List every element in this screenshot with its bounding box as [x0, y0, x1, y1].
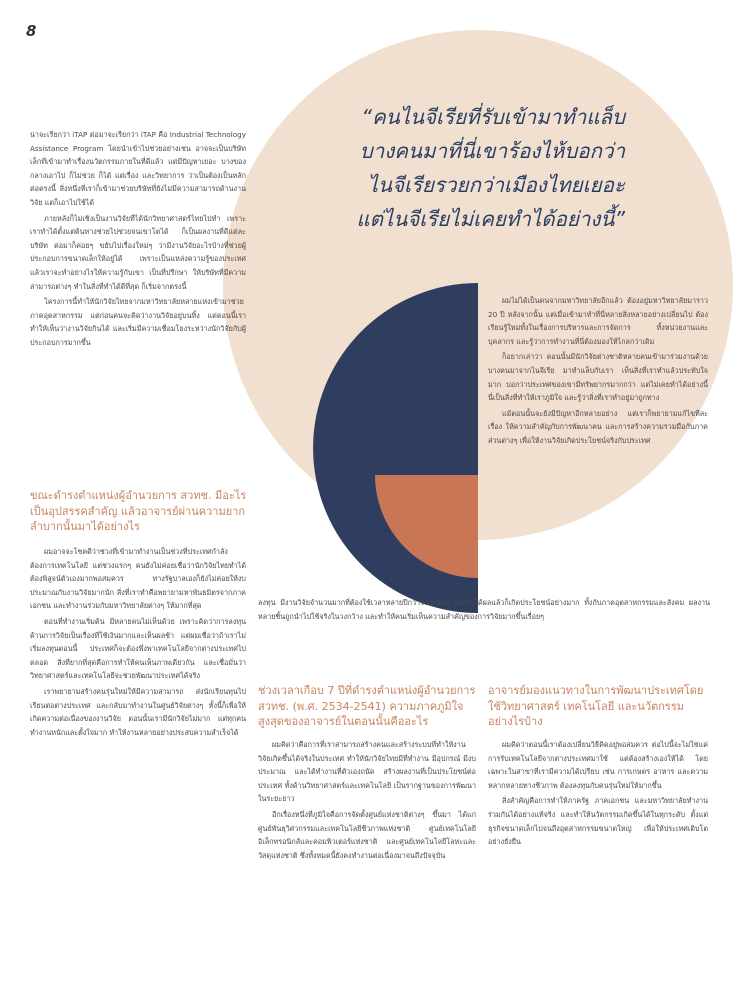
left-column-2	[30, 545, 246, 741]
paragraph: ก็อยากเล่าว่า ตอนนั้นมีนักวิจัยต่างชาติหลายคนเข้ามาร่วมงานด้วย บางคนมาจากไนจีเรีย มาทำแล็บกับเรา เห็นสิ่งที่เราทำแล้วประทับใจมาก บอกว่าประเทศของเขามีทรัพยากรมากกว่า แต่ไม่เคยทำได้อย่างนี้ นี่เป็นสิ่งที่ทำให้เราภูมิใจ และรู้ว่าสิ่งที่เราทำอยู่มาถูกทาง	[488, 352, 708, 403]
left-column	[30, 128, 246, 352]
quote-line: “คนไนจีเรียที่รับเข้ามาทำแล็บ	[361, 105, 625, 129]
middle-column-2	[258, 738, 476, 864]
right-column-2	[488, 738, 708, 851]
paragraph: ลงทุน มีงานวิจัยจำนวนมากที่ต้องใช้เวลาหลายปีกว่าจะเห็นผล แต่เมื่อได้ผลแล้วก็เกิดประโยชน์อย่างมาก ทั้งกับภาคอุตสาหกรรมและสังคม ผลงานหลายชิ้นถูกนำไปใช้จริงในวงกว้าง และทำให้คนเริ่มเห็นความสำคัญของการวิจัยมากขึ้นเรื่อยๆ	[258, 598, 710, 621]
paragraph: แม้ตอนนั้นจะยังมีปัญหาอีกหลายอย่าง แต่เราก็พยายามแก้ไขทีละเรื่อง ให้ความสำคัญกับการพัฒนาคน และการสร้างความร่วมมือกับภาคส่วนต่างๆ เพื่อให้งานวิจัยเกิดประโยชน์จริงกับประเทศ	[488, 408, 708, 445]
paragraph: น่าจะเรียกว่า iTAP ต่อมาจะเรียกว่า iTAP คือ Industrial Technology Assistance Program โดยนำเข้าไปช่วยอย่างเช่น อาจจะเป็นบริษัทเล็กที่เข้ามาทำเรื่องนวัตกรรมภายในที่ดีแล้ว แต่มีปัญหาเยอะ บางของกลางเอาไป ก็ไม่ช่วย ก็ได้ แต่เรื่อง และวิทยาการ ว่าเป็นต้องเป็นหลักต่อตรงนี้ สิ่งหนึ่งที่เราก็เข้ามาช่วยบริษัทที่ยังไม่มีความสามารถด้านงานวิจัย แต่ก็เอาไปใช้ได้	[30, 130, 246, 207]
paragraph: เราพยายามสร้างคนรุ่นใหม่ให้มีความสามารถ ส่งนักเรียนทุนไปเรียนต่อต่างประเทศ และกลับมาทำงานในศูนย์วิจัยต่างๆ ทั้งนี้ก็เพื่อให้เกิดความต่อเนื่องของงานวิจัย ตอนนั้นเรามีนักวิจัยไม่มาก แต่ทุกคนทำงานหนักและตั้งใจมาก ทำให้งานหลายอย่างประสบความสำเร็จได้	[30, 686, 246, 737]
section-heading: ขณะดำรงตำแหน่งผู้อำนวยการ สวทช. มีอะไรเป็นอุปสรรคสำคัญ แล้วอาจารย์ผ่านความยากลำบากนั้นมาได้อย่างไร	[30, 489, 247, 533]
pull-quote	[325, 100, 625, 236]
paragraph: ภายหลังก็ไม่เชิงเป็นงานวิจัยที่ได้นักวิทยาศาสตร์ไทยไปทำ เพราะเราทำได้ตั้งแต่ต้นทางช่วยไปช่วยจนเขาโตได้ ก็เป็นผลงานที่ดีแต่ละบริษัท ต่อมาก็ค่อยๆ ขยับไปเรื่องใหม่ๆ ว่ามีงานวิจัยอะไรบ้างที่ช่วยผู้ประกอบการขนาดเล็กให้อยู่ได้ เพราะเป็นแหล่งความรู้ของประเทศ แล้วเราจะทำอย่างไรให้ความรู้กับเขา เป็นที่ปรึกษา ให้บริษัทที่มีความสามารถต่างๆ ทำในสิ่งที่ทำได้ดีที่สุด ก็เริ่มจากตรงนี้	[30, 213, 246, 291]
paragraph: ตอนที่ทำงานเริ่มต้น มีหลายคนไม่เห็นด้วย เพราะคิดว่าการลงทุนด้านการวิจัยเป็นเรื่องที่ใช้เงินมากและเห็นผลช้า แต่ผมเชื่อว่าถ้าเราไม่เริ่มลงทุนตอนนี้ ประเทศก็จะต้องพึ่งพาเทคโนโลยีจากต่างประเทศไปตลอด สิ่งที่ยากที่สุดคือการทำให้คนเห็นภาพเดียวกัน และเชื่อมั่นว่าวิทยาศาสตร์และเทคโนโลยีจะช่วยพัฒนาประเทศได้จริง	[30, 616, 246, 681]
paragraph: ผมอาจจะโชคดีว่าช่วงที่เข้ามาทำงานเป็นช่วงที่ประเทศกำลังต้องการเทคโนโลยี แต่ช่วงแรกๆ คนยังไม่ค่อยเชื่อว่านักวิจัยไทยทำได้ ต้องพิสูจน์ตัวเองมากพอสมควร ทางรัฐบาลเองก็ยังไม่ค่อยให้งบประมาณกับงานวิจัยมากนัก สิ่งที่เราทำคือพยายามหาพันธมิตรจากภาคเอกชน และทำงานร่วมกับมหาวิทยาลัยต่างๆ ให้มากที่สุด	[30, 547, 246, 611]
section-heading: ช่วงเวลาเกือบ 7 ปีที่ดำรงตำแหน่งผู้อำนวยการ สวทช. (พ.ศ. 2534-2541) ความภาคภูมิใจสูงสุดของอาจารย์ในตอนนั้นคืออะไร	[258, 684, 476, 728]
paragraph: ผมคิดว่าตอนนี้เราต้องเปลี่ยนวิธีคิดอยู่พอสมควร ต่อไปนี้จะไม่ใช่แค่การรับเทคโนโลยีจากต่างประเทศมาใช้ แต่ต้องสร้างเองให้ได้ โดยเฉพาะในสาขาที่เรามีความได้เปรียบ เช่น การเกษตร อาหาร และความหลากหลายทางชีวภาพ ต้องลงทุนกับคนรุ่นใหม่ให้มากขึ้น	[488, 740, 708, 790]
paragraph: ผมคิดว่าคือการที่เราสามารถสร้างคนและสร้างระบบที่ทำให้งานวิจัยเกิดขึ้นได้จริงในประเทศ ทำให้นักวิจัยไทยมีที่ทำงาน มีอุปกรณ์ มีงบประมาณ และได้ทำงานที่ตัวเองถนัด สร้างผลงานที่เป็นประโยชน์ต่อประเทศ ทั้งด้านวิทยาศาสตร์และเทคโนโลยี เป็นรากฐานของการพัฒนาในระยะยาว	[258, 740, 476, 804]
paragraph: สิ่งสำคัญคือการทำให้ภาครัฐ ภาคเอกชน และมหาวิทยาลัยทำงานร่วมกันได้อย่างแท้จริง และทำให้นวัตกรรมเกิดขึ้นได้ในทุกระดับ ตั้งแต่ธุรกิจขนาดเล็กไปจนถึงอุตสาหกรรมขนาดใหญ่ เพื่อให้ประเทศเติบโตอย่างยั่งยืน	[488, 796, 708, 847]
page-number: 8	[26, 22, 37, 40]
quote-line: แต่ไนจีเรียไม่เคยทำได้อย่างนี้”	[356, 207, 625, 231]
right-column	[488, 294, 708, 450]
quote-line: ไนจีเรียรวยกว่าเมืองไทยเยอะ	[367, 173, 625, 197]
paragraph: ผมไม่ได้เป็นคนจากมหาวิทยาลัยอีกแล้ว ต้องอยู่มหาวิทยาลัยมาราว 20 ปี หลังจากนั้น แต่เมื่อเข้ามาทำที่นี่หลายสิ่งหลายอย่างเปลี่ยนไป ต้องเรียนรู้ใหม่ทั้งในเรื่องการบริหารและการจัดการ ทั้งหน่วยงานและบุคลากร และรู้ว่าการทำงานที่นี่ต้องมองให้ไกลกว่าเดิม	[488, 296, 708, 346]
paragraph: อีกเรื่องหนึ่งที่ภูมิใจคือการจัดตั้งศูนย์แห่งชาติต่างๆ ขึ้นมา ได้แก่ ศูนย์พันธุวิศวกรรมและเทคโนโลยีชีวภาพแห่งชาติ ศูนย์เทคโนโลยีอิเล็กทรอนิกส์และคอมพิวเตอร์แห่งชาติ และศูนย์เทคโนโลยีโลหะและวัสดุแห่งชาติ ซึ่งทั้งหมดนี้ยังคงทำงานต่อเนื่องมาจนถึงปัจจุบัน	[258, 809, 476, 860]
middle-column	[258, 596, 710, 625]
paragraph: โครงการนี้ทำให้นักวิจัยไทยจากมหาวิทยาลัยหลายแห่งเข้ามาช่วยภาคอุตสาหกรรม แต่ก่อนคนจะคิดว่างานวิจัยอยู่บนหิ้ง แต่ตอนนี้เราทำให้เห็นว่างานวิจัยกินได้ และเริ่มมีความเชื่อมโยงระหว่างนักวิจัยกับผู้ประกอบการมากขึ้น	[30, 297, 246, 347]
quote-line: บางคนมาที่นี่เขาร้องไห้บอกว่า	[359, 139, 625, 163]
section-heading: อาจารย์มองแนวทางในการพัฒนาประเทศโดยใช้วิทยาศาสตร์ เทคโนโลยี และนวัตกรรม อย่างไรบ้าง	[488, 684, 704, 728]
